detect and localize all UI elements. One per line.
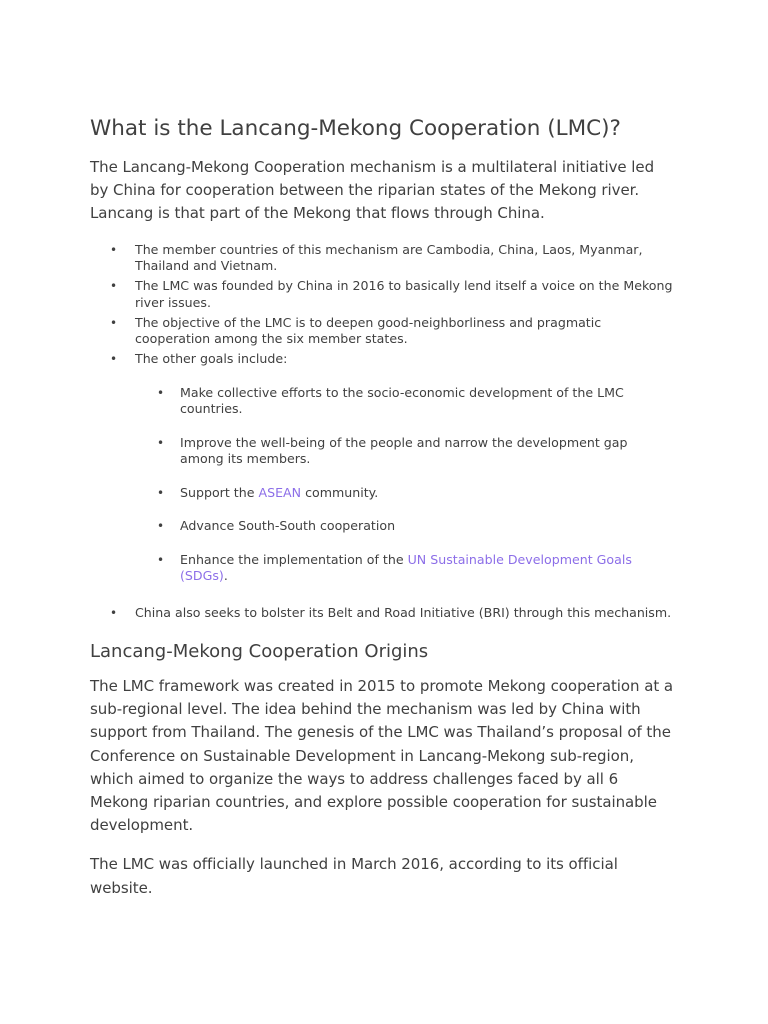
list-item-members: • The member countries of this mechanism are Cambodia, China, Laos, Myanmar, Thailand and Vietnam. xyxy=(90,242,675,275)
intro-paragraph: The Lancang-Mekong Cooperation mechanism is a multilateral initiative led by China for cooperation between the riparian states of the Mekong river. Lancang is that part of the Mekong that flows through China. xyxy=(90,158,655,223)
article-body xyxy=(90,114,675,916)
origins-heading: Lancang-Mekong Cooperation Origins xyxy=(90,640,429,662)
key-facts-list xyxy=(90,242,675,621)
list-item-bri: • China also seeks to bolster its Belt and Road Initiative (BRI) through this mechanism. xyxy=(90,605,675,621)
asean-link[interactable]: ASEAN xyxy=(258,484,302,500)
goal-asean-prefix: Support the xyxy=(180,484,259,500)
other-goals-label: The other goals include: xyxy=(135,351,288,367)
sdgs-link[interactable]: UN Sustainable Development Goals (SDGs) xyxy=(180,552,632,584)
goal-item-collective-efforts: • Make collective efforts to the socio-economic development of the LMC countries. xyxy=(135,385,675,418)
goal-item-sdgs xyxy=(135,552,675,585)
page-title: What is the Lancang-Mekong Cooperation (LMC)? xyxy=(90,116,621,141)
list-item-objective: • The objective of the LMC is to deepen good-neighborliness and pragmatic cooperation among the six member states. xyxy=(90,315,675,348)
origins-paragraph-1: The LMC framework was created in 2015 to promote Mekong cooperation at a sub-regional level. The idea behind the mechanism was led by China with support from Thailand. The genesis of the LMC was Thailand’s proposal of the Conference on Sustainable Development in Lancang-Mekong sub-region, which aimed to organize the ways to address challenges faced by all 6 Mekong riparian countries, and explore possible cooperation for sustainable development. xyxy=(90,676,674,835)
goal-item-asean xyxy=(135,485,675,501)
origins-paragraph-2: The LMC was officially launched in March 2016, according to its official website. xyxy=(90,855,618,897)
goal-item-south-south: • Advance South-South cooperation xyxy=(135,518,675,534)
goal-asean-suffix: community. xyxy=(301,484,379,500)
goals-sublist xyxy=(135,385,675,585)
list-item-other-goals xyxy=(90,351,675,584)
key-facts-list-wrap xyxy=(90,242,675,621)
goal-sdgs-prefix: Enhance the implementation of the xyxy=(180,552,408,568)
list-item-founded: • The LMC was founded by China in 2016 to basically lend itself a voice on the Mekong river issues. xyxy=(90,278,675,311)
goal-item-well-being: • Improve the well-being of the people and narrow the development gap among its members. xyxy=(135,435,675,468)
goal-sdgs-suffix: . xyxy=(223,568,228,584)
